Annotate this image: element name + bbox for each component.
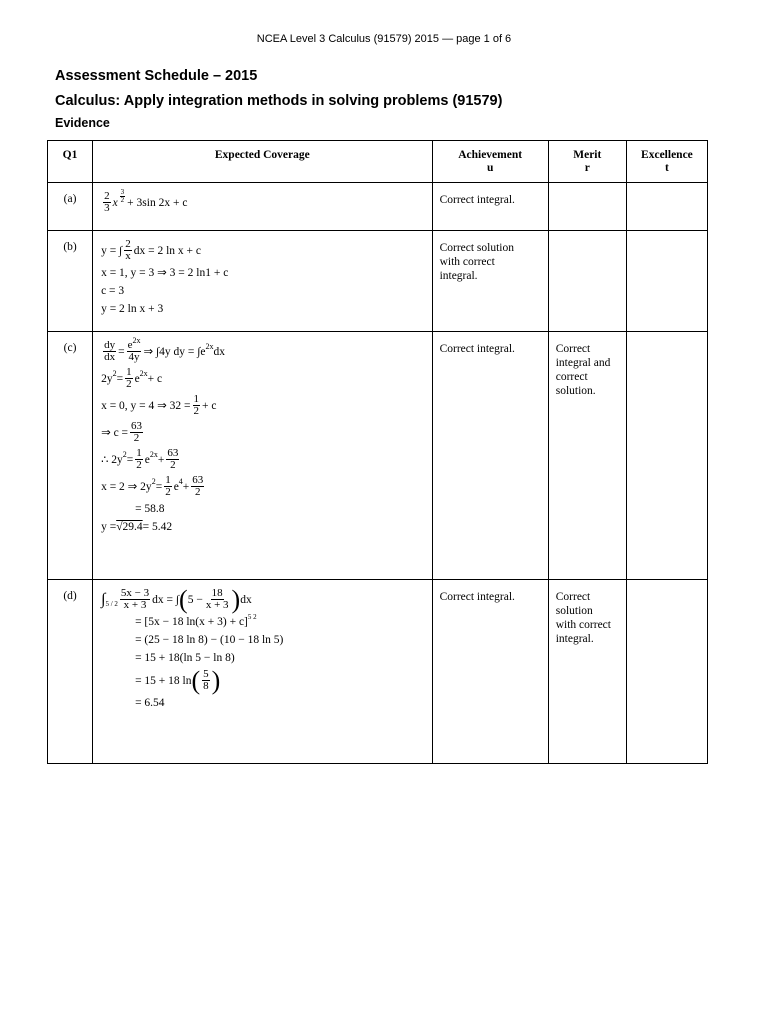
math-line: = 15 + 18 ln ( $\frac{5}{8}$ ) — [135, 665, 221, 695]
table-row-c — [48, 332, 708, 580]
header-achievement — [432, 141, 548, 183]
fraction: $\frac{63}{2}$ — [131, 420, 143, 444]
excellence-criteria-b — [626, 231, 707, 332]
question-label-c: (c) — [48, 332, 93, 580]
question-label-b: (b) — [48, 231, 93, 332]
table-row-d — [48, 580, 708, 764]
merit-criteria-c: Correct integral and correct solution. — [548, 332, 626, 580]
fraction: $\frac{18}{x + 3}$ — [205, 587, 229, 611]
header-excellence-line2: t — [665, 162, 669, 174]
math-line: ∫ 5 / 2 $\frac{5x - 3}{x + 3}$ dx = ∫ ( 5 − $\frac{18}{x + 3}$ ) dx — [101, 584, 252, 614]
fraction: $\frac{1}{2}$ — [165, 474, 171, 498]
fraction: $\frac{2}{x}$ — [125, 238, 131, 262]
table-header-row — [48, 141, 708, 183]
math-line: $\frac{2}{3}$ x $\frac{3}{2}$ + 3sin 2x + c — [104, 188, 188, 214]
standard-title: Calculus: Apply integration methods in solving problems (91579) — [55, 93, 503, 109]
excellence-criteria-c — [626, 332, 707, 580]
evidence-heading: Evidence — [55, 116, 110, 130]
excellence-criteria-a — [626, 183, 707, 231]
question-label-d: (d) — [48, 580, 93, 764]
question-label-a: (a) — [48, 183, 93, 231]
header-achievement-line2: u — [486, 162, 494, 174]
fraction: $\frac{1}{2}$ — [136, 447, 142, 471]
merit-criteria-b — [548, 231, 626, 332]
math-line: y = 2 ln x + 3 — [101, 303, 164, 315]
math-line: = [5x − 18 ln(x + 3) + c] 5 2 — [135, 613, 257, 628]
fraction: $\frac{e^{2x}}{4y}$ — [127, 336, 141, 363]
fraction: $\frac{5x - 3}{x + 3}$ — [120, 587, 150, 611]
math-line: ∴ 2y 2 = $\frac{1}{2}$ e 2x + $\frac{63}{2}$ — [101, 447, 179, 471]
math-line: x = 2 ⇒ 2y 2 = $\frac{1}{2}$ e 4 + $\frac{63}{2}$ — [101, 474, 204, 498]
math-line: = 58.8 — [135, 503, 165, 515]
excellence-criteria-d — [626, 580, 707, 764]
achievement-criteria-c: Correct integral. — [432, 332, 548, 580]
math-line: = 6.54 — [135, 697, 165, 709]
exponent-fraction: $\frac{3}{2}$ — [120, 188, 125, 204]
header-excellence — [626, 141, 707, 183]
fraction: $\frac{1}{2}$ — [193, 393, 200, 417]
header-merit-line1: Merit — [573, 149, 602, 161]
header-merit — [548, 141, 626, 183]
math-line: = (25 − 18 ln 8) − (10 − 18 ln 5) — [135, 634, 284, 646]
header-merit-line2: r — [584, 162, 590, 174]
header-achievement-line1: Achievement — [458, 149, 523, 161]
header-expected-coverage: Expected Coverage — [93, 141, 433, 183]
table-row-a — [48, 183, 708, 231]
math-line: = 15 + 18(ln 5 − ln 8) — [135, 652, 235, 664]
expected-coverage-b — [93, 231, 433, 332]
assessment-table — [47, 140, 708, 764]
math-line: 2y 2 = $\frac{1}{2}$ e 2x + c — [101, 366, 163, 390]
fraction: $\frac{1}{2}$ — [126, 366, 132, 390]
achievement-criteria-d: Correct integral. — [432, 580, 548, 764]
math-line: $\frac{dy}{dx}$ = $\frac{e^{2x}}{4y}$ ⇒ ∫4y dy = ∫e 2x dx — [104, 336, 225, 363]
achievement-criteria-a: Correct integral. — [432, 183, 548, 231]
math-line: ⇒ c = $\frac{63}{2}$ — [101, 420, 143, 444]
fraction: $\frac{2}{3}$ — [104, 190, 110, 214]
table-row-b — [48, 231, 708, 332]
math-line: y = √29.4 = 5.42 — [101, 521, 173, 533]
schedule-title: Assessment Schedule – 2015 — [55, 68, 258, 84]
expected-coverage-c — [93, 332, 433, 580]
math-line: x = 1, y = 3 ⇒ 3 = 2 ln1 + c — [101, 267, 229, 279]
math-line: x = 0, y = 4 ⇒ 32 = $\frac{1}{2}$ + c — [101, 393, 217, 417]
achievement-criteria-b: Correct solution with correct integral. — [432, 231, 548, 332]
header-question: Q1 — [48, 141, 93, 183]
merit-criteria-d: Correct solution with correct integral. — [548, 580, 626, 764]
math-line: y = ∫ $\frac{2}{x}$ dx = 2 ln x + c — [101, 238, 201, 262]
page-header: NCEA Level 3 Calculus (91579) 2015 — page 1 of 6 — [256, 33, 512, 45]
expected-coverage-d — [93, 580, 433, 764]
math-line: c = 3 — [101, 285, 125, 297]
expected-coverage-a — [93, 183, 433, 231]
fraction: $\frac{dy}{dx}$ — [104, 339, 116, 363]
header-excellence-line1: Excellence — [641, 149, 693, 161]
fraction: $\frac{63}{2}$ — [167, 447, 179, 471]
fraction: $\frac{63}{2}$ — [192, 474, 204, 498]
fraction: $\frac{5}{8}$ — [203, 668, 209, 692]
merit-criteria-a — [548, 183, 626, 231]
